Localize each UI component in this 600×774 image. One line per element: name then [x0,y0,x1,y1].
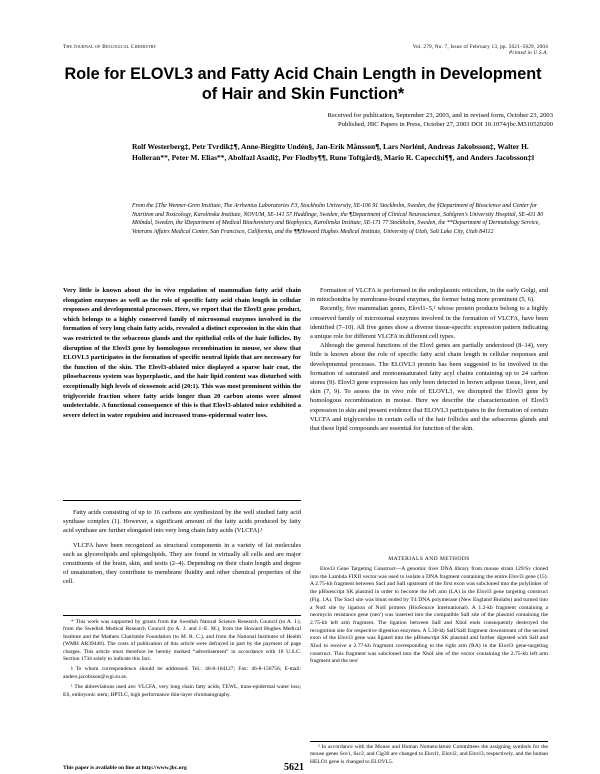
author-list: Rolf Westerberg‡, Petr Tvrdik‡¶, Anne-Birgitte Undén§, Jan-Erik Månsson¶, Lars Norlén‖, Andreas Jakobsson‡, Walter H. Holleran**, Peter M. Elias**, Abolfazl Asadi‡, Per Flodby¶¶, Rune Toftgård§, Mario R. Capecchi¶¶, and Anders Jacobsson‡‖ [132,142,534,162]
footnotes-left [63,619,301,699]
journal-running-head: The Journal of Biological Chemistry [63,44,157,50]
footnote-right: ² In accordance with the Mouse and Human Nomenclature Committees the assigning symbols for the mouse genes Sce1, Ssc2, and Cig30 are changed to Elovl1, Elovl2, and Elovl3, respectively, and the human HELO1 gene is changed to ELOVL5. [310,744,548,765]
online-availability: This paper is available on line at http://www.jbc.org [63,765,187,771]
article-title: Role for ELOVL3 and Fatty Acid Chain Length in Development of Hair and Skin Function* [64,65,542,103]
footnote-divider [63,615,301,616]
footnote: ‖ To whom correspondence should be addressed. Tel.: 46-8-164127; Fax: 46-8-156756; E-mail: anders.jacobsson@wgi.su.se. [63,666,301,680]
abstract-divider [63,500,301,501]
body-left-column [63,508,301,587]
footnote: * This work was supported by grants from the Swedish Natural Science Research Council (to A. J.), from the Swedish Medical Research Council (to A. J. and J.-E. M.), from the Howard Hughes Medical Institute and the Mathers Charitable Foundation (to M. R. C.), and from the National Institutes of Health (WMH AR39448). The costs of publication of this article were defrayed in part by the payment of page charges. This article must therefore be hereby marked “advertisement” in accordance with 18 U.S.C. Section 1734 solely to indicate this fact. [63,619,301,663]
page-number: 5621 [284,762,304,773]
abstract: Very little is known about the in vivo regulation of mammalian fatty acid chain elongation enzymes as well as the role of specific fatty acid chain length in cellular responses and developmental processes. Here, we report that the Elovl3 gene product, which belongs to a highly conserved family of microsomal enzymes involved in the formation of very long chain fatty acids, revealed a distinct expression in the skin that was restricted to the sebaceous glands and the epithelial cells of the hair follicles. By disruption of the Elovl3 gene by homologous recombination in mouse, we show that ELOVL3 participates in the formation of specific neutral lipids that are necessary for the function of the skin. The Elovl3-ablated mice displayed a sparse hair coat, the pilosebaceous system was hyperplastic, and the hair lipid content was disturbed with exceptionally high levels of eicosenoic acid (20:1). This was most prominent within the triglyceride fraction where fatty acids longer than 20 carbon atoms were almost undetectable. A functional consequence of this is that Elovl3-ablated mice exhibited a severe defect in water repulsion and increased trans-epidermal water loss. [63,287,301,419]
paragraph: Formation of VLCFA is performed in the endoplasmic reticulum, in the early Golgi, and in mitochondria by membrane-bound enzymes, the former being more prominent (5, 6). [310,287,548,304]
affiliations: From the ‡The Wenner-Gren Institute, The Arrhenius Laboratories F3, Stockholm University, SE-106 91 Stockholm, Sweden, the §Department of Bioscience and Center for Nutrition and Toxicology, Karolinska Institute, NOVUM, SE-141 57 Huddinge, Sweden, the ¶Department of Clinical Neuroscience, Sahlgren's University Hospital, SE-431 80 Mölndal, Sweden, the ‖Department of Medical Biochemistry and Biophysics, Karolinska Institute, SE-171 77 Stockholm, Sweden, the **Department of Dermatology Service, Veterans Affairs Medical Center, San Francisco, California, and the ¶¶Howard Hughes Medical Institute, University of Utah, Salt Lake City, Utah 84112 [132,203,544,236]
paragraph: Recently, five mammalian genes, Elovl1–5,² whose protein products belong to a highly conserved family of microsomal enzymes involved in the formation of VLCFA, have been identified (7–10). All five genes show a diverse tissue-specific expression pattern indicating a unique role for different VLCFA in different cell types. [310,305,548,341]
received-dates: Received for publication, September 23, 2003, and in revised form, October 23, 2003 Published, JBC Papers in Press, October 27, 2003 DOI 10.1074/jbc.M310529200 [327,112,553,128]
volume-line: Vol. 279, No. 7, Issue of February 13, pp. 5621–5629, 2004 Printed in U.S.A. [412,44,548,56]
footnote-divider-right [310,741,548,742]
body-right-column [310,286,548,433]
section-heading: MATERIALS AND METHODS [388,556,470,562]
methods-text: Elovl3 Gene Targeting Construct—A genomic liver DNA library from mouse strain 129/Sv cloned into the Lambda FIXII vector was used to isolate a DNA fragment containing the entire Elovl3 gene (15). A 2.75-kb fragment between SacI and SalI upstream of the first exon was subcloned into the polylinker of the pBluescript SK plasmid in order to become the left arm (LA) in the Elovl3 gene targeting construct (Fig. 1A). The SacI site was blunt ended by T4 DNA polymerase (New England Biolabs) and turned into a NotI site by ligation of NotI primers (BioSource International). A 1.2-kb fragment containing a neomycin resistance gene (neo') was inserted into the compatible SalI site of the plasmid containing the 2.75-kb left arm fragment. The ligation between SalI and XhoI ends consequently destroyed the recognition site for respective digestion enzymes. A 5.30-kb SalI/SalI fragment downstream of the second exon of the Elovl3 gene was ligated into the pBluescript SK plasmid and further digested with SalI and XhoI to receive a 2.77-kb fragment corresponding to the right arm (RA) in the Elovl3 gene-targeting construct. This fragment was subcloned into the XhoI site of the vector containing the 2.75-kb left arm fragment and the neo' [310,566,548,665]
paragraph: Although the general functions of the Elovl genes are partially understood (8–14), very little is known about the role of specific fatty acid chain length in cellular responses and developmental processes. The ELOVL3 protein has been suggested to be involved in the formation of saturated and monounsaturated fatty acyl chains containing up to 24 carbon atoms (9). Elovl3 gene expression has only been detected in brown adipose tissue, liver, and skin (7, 9). To assess the in vivo role of ELOVL3, we disrupted the Elovl3 gene by homologous recombination in mouse. Here we describe the characterization of Elovl3 expression in skin and present evidence that ELOVL3 participates in the formation of certain VLCFA and triglycerides in certain cells of the hair follicles and the sebaceous glands and that these lipid compounds are essential for function of the skin. [310,342,548,433]
paragraph: Fatty acids consisting of up to 16 carbons are synthesized by the well studied fatty acid synthase complex (1). However, a significant amount of the fatty acids produced by fatty acid synthase are further elongated into very long chain fatty acids (VLCFA).¹ [63,509,301,535]
footnote: ¹ The abbreviations used are: VLCFA, very long chain fatty acids; TEWL, trans-epidermal water loss; ES, embryonic stem; HPTLC, high performance thin-layer chromatography. [63,684,301,698]
paragraph: VLCFA have been recognized as structural components in a variety of fat molecules such as glycerolipids and sphingolipids. They are found in virtually all cells and are major constituents of the brain, skin, and testis (2–4). Depending on their chain length and degree of unsaturation, they contribute to membrane fluidity and other chemical properties of the cell. [63,541,301,586]
